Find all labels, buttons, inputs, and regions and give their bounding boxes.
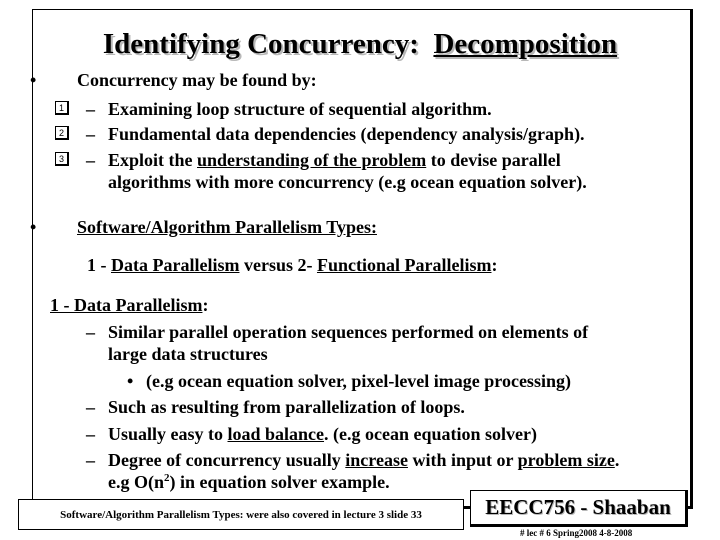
dp-dash-3: – [86, 424, 95, 444]
types-end: : [491, 255, 498, 275]
step-dash-1: – [86, 99, 95, 119]
dp3-pre: Usually easy to [108, 424, 228, 444]
footer-note: Software/Algorithm Parallelism Types: were also covered in lecture 3 slide 33 [18, 499, 464, 530]
dp4-l2-sup: 2 [164, 472, 170, 484]
slide-title [0, 28, 720, 61]
step-number-3: 3 [55, 152, 69, 166]
step-text-2: Fundamental data dependencies (dependency analysis/graph). [108, 124, 585, 144]
types-mid: versus 2- [239, 255, 317, 275]
dp-item-1-line1: Similar parallel operation sequences performed on elements of [108, 322, 589, 342]
step-dash-2: – [86, 124, 95, 144]
dp4-increase: increase [345, 450, 408, 470]
dp4-post: . [614, 450, 620, 470]
dp-item-3 [108, 424, 537, 445]
step-text-3-line2: algorithms with more concurrency (e.g ocean equation solver). [108, 172, 587, 192]
dp4-problem-size: problem size [517, 450, 615, 470]
dp-heading-underlined: 1 - Data Parallelism [50, 295, 203, 315]
types-line [87, 255, 497, 276]
step-number-1: 1 [55, 101, 69, 115]
step3-post: to devise parallel [426, 150, 561, 170]
data-parallelism-heading [50, 295, 208, 316]
types-data-parallelism: Data Parallelism [111, 255, 240, 275]
bullet-concurrency-found: Concurrency may be found by: [77, 70, 317, 90]
footer-lecture: # lec # 6 Spring2008 4-8-2008 [520, 528, 633, 538]
step-dash-3: – [86, 150, 95, 170]
dp4-pre: Degree of concurrency usually [108, 450, 346, 470]
bullet-parallelism-types: Software/Algorithm Parallelism Types: [77, 217, 377, 237]
dp3-post: . (e.g ocean equation solver) [324, 424, 537, 444]
types-a-pre: 1 - [87, 255, 111, 275]
step-text-3 [108, 150, 561, 171]
types-functional-parallelism: Functional Parallelism [316, 255, 492, 275]
dp4-mid: with input or [407, 450, 518, 470]
dp-item-4-line2 [108, 472, 390, 493]
title-prefix: Identifying Concurrency: [102, 28, 419, 60]
dp-heading-end: : [202, 295, 209, 315]
dp4-l2-pre: e.g O(n [108, 472, 164, 492]
dp-sub-marker: • [127, 371, 134, 391]
dp3-load-balance: load balance [227, 424, 325, 444]
footer-brand: EECC756 - Shaaban [470, 490, 688, 527]
bullet-marker-2: • [30, 217, 37, 237]
dp-item-1-line2: large data structures [108, 344, 268, 364]
step3-underlined: understanding of the problem [197, 150, 427, 170]
dp-item-2: Such as resulting from parallelization of loops. [108, 397, 465, 417]
dp4-l2-post: ) in equation solver example. [169, 472, 390, 492]
bullet-marker-1: • [30, 70, 37, 90]
dp-dash-2: – [86, 397, 95, 417]
dp-item-4 [108, 450, 619, 471]
step3-pre: Exploit the [108, 150, 198, 170]
dp-dash-4: – [86, 450, 95, 470]
dp-dash-1: – [86, 322, 95, 342]
step-number-2: 2 [55, 126, 69, 140]
dp-sub-text: (e.g ocean equation solver, pixel-level image processing) [146, 371, 571, 391]
step-text-1: Examining loop structure of sequential algorithm. [108, 99, 492, 119]
title-underlined: Decomposition [433, 28, 618, 60]
